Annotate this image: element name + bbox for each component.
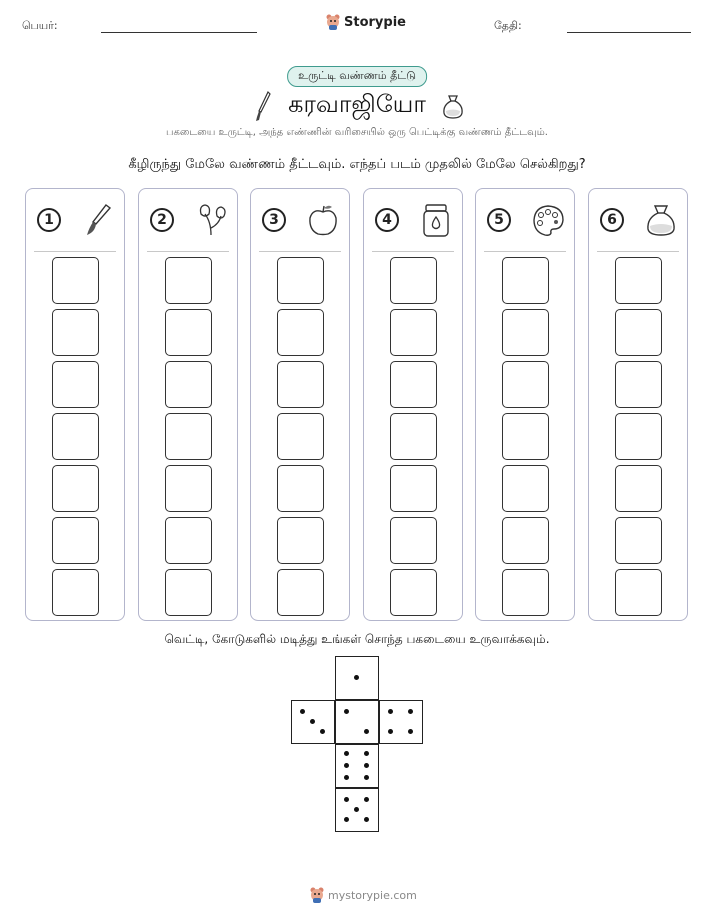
color-box[interactable] [277,361,324,408]
column-number: 4 [375,208,399,232]
color-box[interactable] [52,569,99,616]
die-pip [320,729,325,734]
die-face [291,700,335,744]
die-pip [300,709,305,714]
color-box[interactable] [52,309,99,356]
color-box[interactable] [502,569,549,616]
color-box[interactable] [615,413,662,460]
cut-instruction: வெட்டி, கோடுகளில் மடித்து உங்கள் சொந்த பகடையை உருவாக்கவும். [164,632,550,646]
flower-icon [193,202,229,238]
die-pip [364,751,369,756]
palette-icon [530,202,566,238]
color-box[interactable] [277,413,324,460]
color-box[interactable] [390,569,437,616]
column-number: 3 [262,208,286,232]
color-box[interactable] [502,361,549,408]
apple-icon [305,202,341,238]
color-box[interactable] [615,517,662,564]
color-box[interactable] [52,517,99,564]
die-face [335,656,379,700]
column-number: 5 [487,208,511,232]
die-pip [310,719,315,724]
die-pip [364,797,369,802]
color-box[interactable] [615,361,662,408]
color-box[interactable] [615,465,662,512]
column-divider [597,251,679,252]
color-box[interactable] [502,413,549,460]
name-label: பெயர்: [22,19,58,32]
color-box[interactable] [390,465,437,512]
color-box[interactable] [390,361,437,408]
die-pip [344,775,349,780]
column-divider [372,251,454,252]
die-pip [408,709,413,714]
name-line[interactable] [101,32,257,33]
color-box[interactable] [502,309,549,356]
color-box[interactable] [52,257,99,304]
die-face [335,700,379,744]
brand-logo [326,14,406,30]
die-pip [388,729,393,734]
color-box[interactable] [277,517,324,564]
color-box[interactable] [277,257,324,304]
die-pip [364,775,369,780]
paintbrush-icon [80,202,116,238]
color-box[interactable] [277,569,324,616]
color-box[interactable] [390,413,437,460]
date-line[interactable] [567,32,691,33]
column-1 [25,188,125,621]
color-box[interactable] [165,309,212,356]
column-3 [250,188,350,621]
color-box[interactable] [390,257,437,304]
column-divider [484,251,566,252]
die-face [335,788,379,832]
die-face [379,700,423,744]
color-box[interactable] [165,569,212,616]
die-pip [364,729,369,734]
footer-url[interactable]: mystorypie.com [328,888,417,902]
brand-name: Storypie [344,14,406,30]
color-box[interactable] [52,413,99,460]
color-box[interactable] [390,309,437,356]
column-4 [363,188,463,621]
color-box[interactable] [52,361,99,408]
color-box[interactable] [502,517,549,564]
column-divider [34,251,116,252]
color-box[interactable] [277,309,324,356]
die-pip [388,709,393,714]
bear-logo-icon [326,14,340,30]
column-divider [147,251,229,252]
paintbrush-icon [254,90,272,124]
color-box[interactable] [502,257,549,304]
color-box[interactable] [615,309,662,356]
color-box[interactable] [165,517,212,564]
column-number: 2 [150,208,174,232]
color-box[interactable] [615,569,662,616]
die-pip [344,797,349,802]
color-box[interactable] [615,257,662,304]
color-box[interactable] [502,465,549,512]
die-pip [408,729,413,734]
die-pip [344,751,349,756]
die-pip [364,817,369,822]
activity-badge: உருட்டி வண்ணம் தீட்டு [287,66,427,87]
column-6 [588,188,688,621]
die-pip [344,817,349,822]
die-pip [344,709,349,714]
die-pip [344,763,349,768]
die-face [335,744,379,788]
color-box[interactable] [390,517,437,564]
die-pip [354,675,359,680]
pigment-bag-icon [643,202,679,238]
column-divider [259,251,341,252]
date-label: தேதி: [494,19,522,32]
column-2 [138,188,238,621]
page-title: கரவாஜியோ [288,90,426,118]
die-pip [354,807,359,812]
column-number: 1 [37,208,61,232]
bear-logo-icon [310,887,324,903]
color-box[interactable] [165,361,212,408]
column-number: 6 [600,208,624,232]
die-pip [364,763,369,768]
color-box[interactable] [52,465,99,512]
subtitle: பகடையை உருட்டி, அந்த எண்ணின் வரிசையில் ஒரு பெட்டிக்கு வண்ணம் தீட்டவும். [166,127,548,138]
color-box[interactable] [277,465,324,512]
footer [310,887,417,903]
color-box[interactable] [165,465,212,512]
pigment-bag-icon [441,92,465,120]
color-box[interactable] [165,257,212,304]
instruction: கீழிருந்து மேலே வண்ணம் தீட்டவும். எந்தப் படம் முதலில் மேலே செல்கிறது? [128,157,586,172]
paint-jar-icon [418,202,454,238]
column-5 [475,188,575,621]
color-box[interactable] [165,413,212,460]
